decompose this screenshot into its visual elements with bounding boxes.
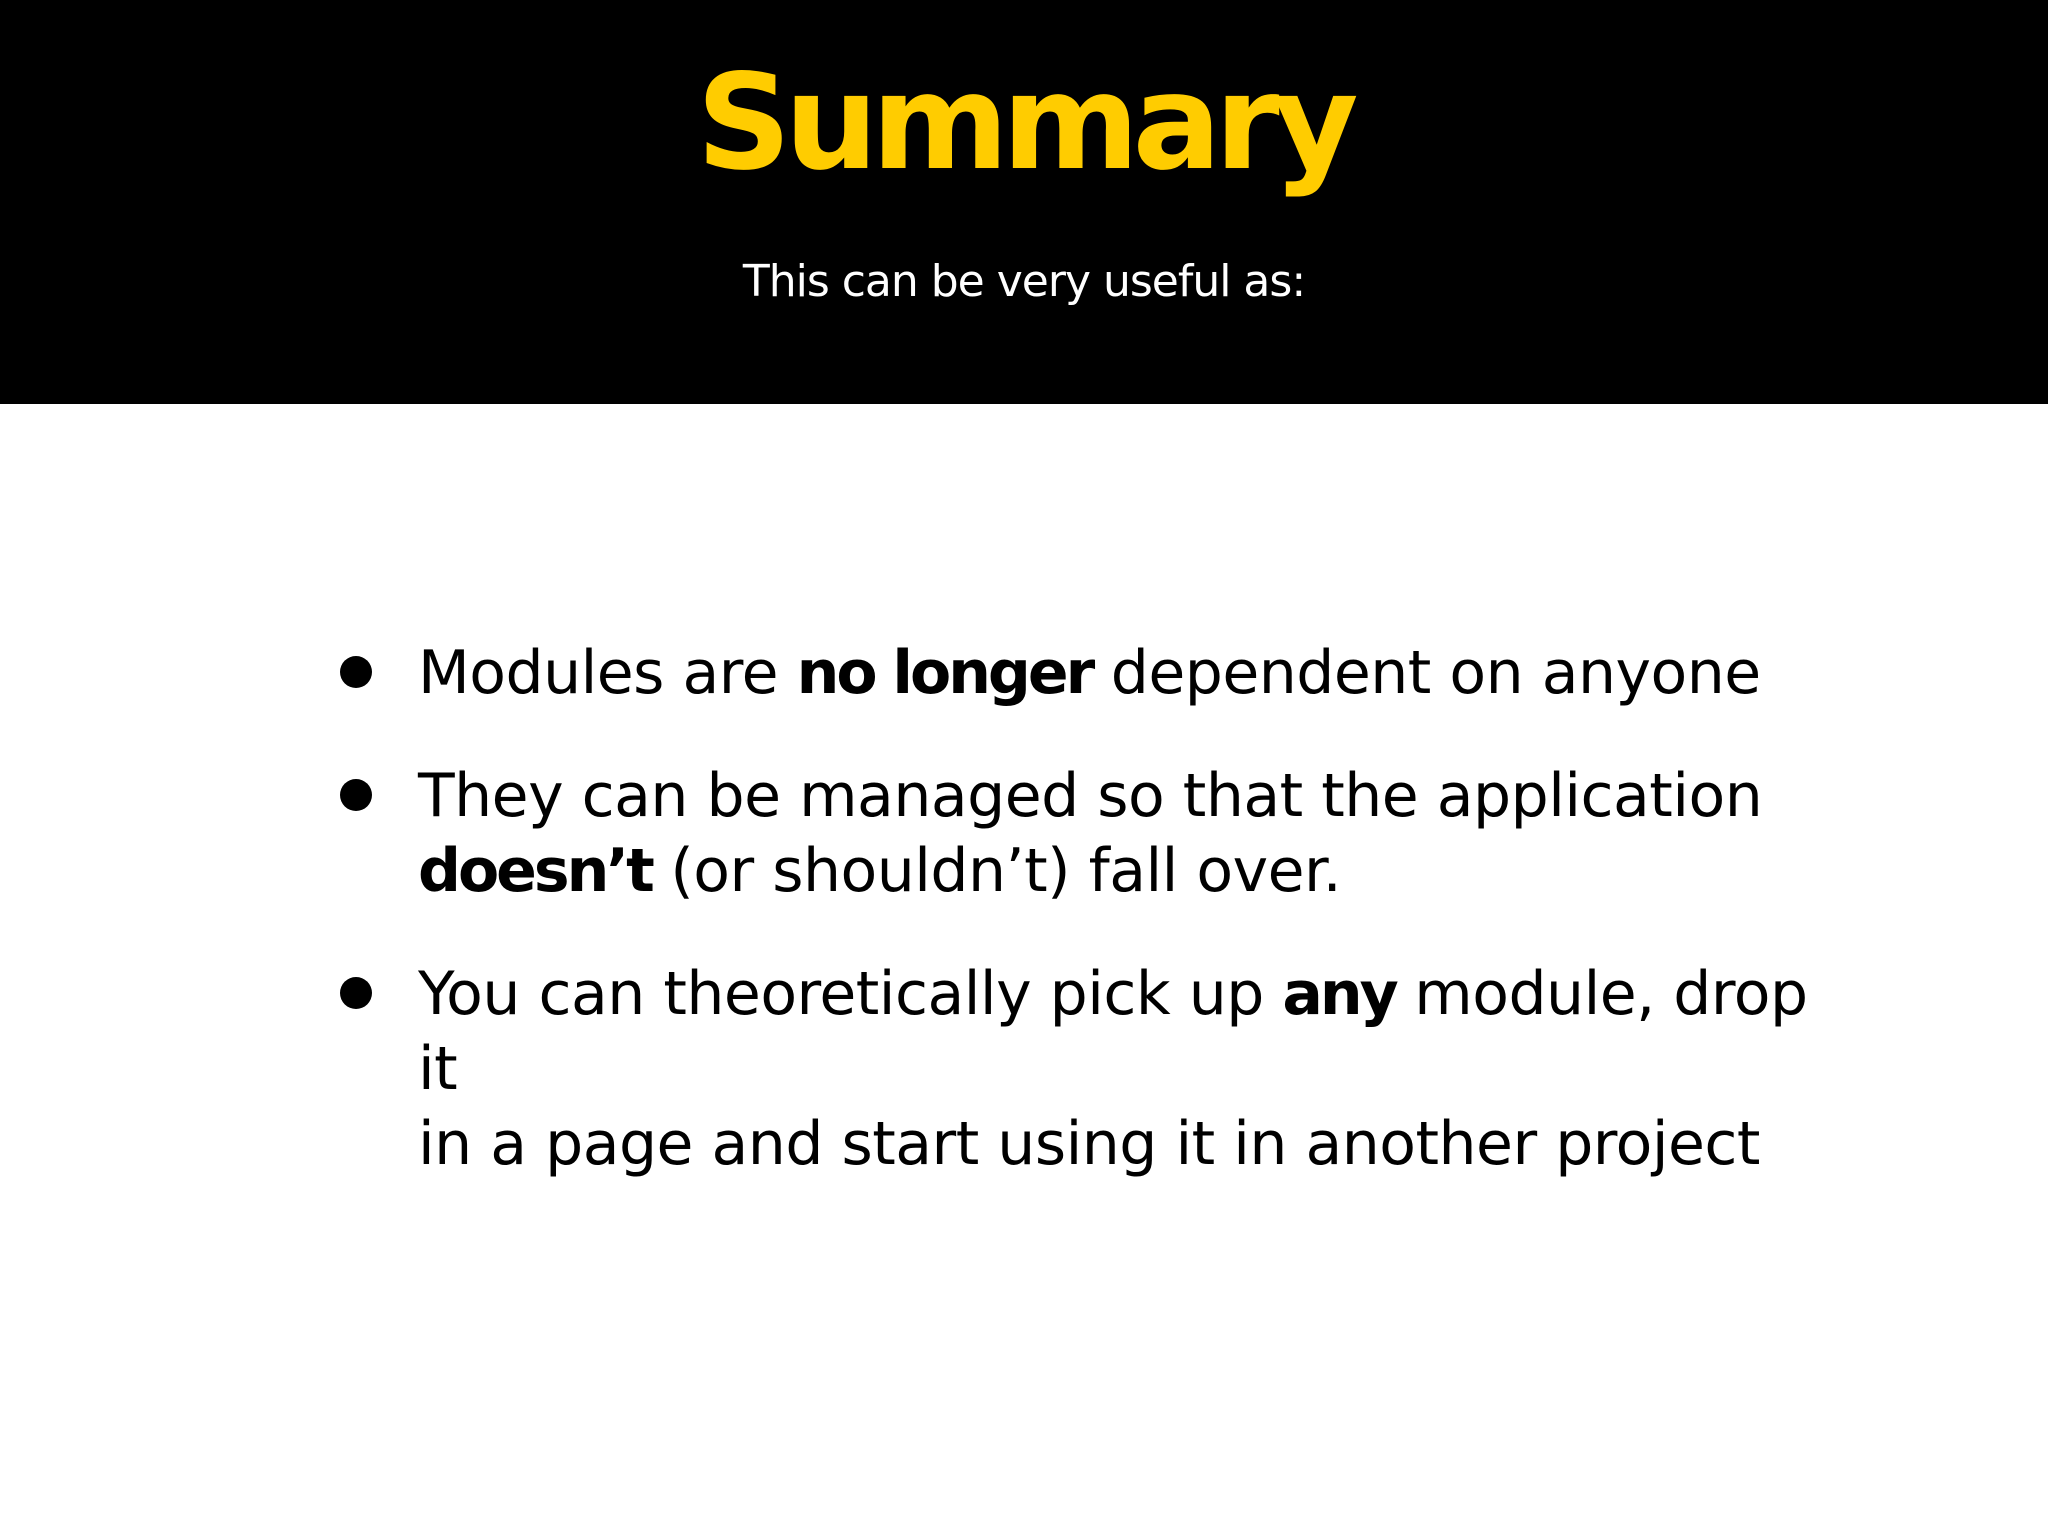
bullet-text: (or shouldn’t) fall over. bbox=[651, 836, 1342, 906]
slide-title: Summary bbox=[696, 46, 1352, 200]
bullet-dot-icon bbox=[340, 779, 372, 811]
bullet-text: They can be managed so that the application bbox=[418, 761, 1763, 831]
bullet-text: module, drop it bbox=[418, 959, 1808, 1104]
bullet-list bbox=[340, 636, 1840, 1182]
slide-subtitle: This can be very useful as: bbox=[742, 256, 1306, 307]
bullet-text: You can theoretically pick up bbox=[418, 959, 1283, 1029]
bullet-emphasis: any bbox=[1282, 959, 1396, 1029]
bullet-dot-icon bbox=[340, 977, 372, 1009]
bullet-text: in a page and start using it in another project bbox=[418, 1109, 1760, 1179]
bullet-dot-icon bbox=[340, 656, 372, 688]
bullet-item bbox=[340, 636, 1840, 711]
bullet-emphasis: doesn’t bbox=[418, 836, 652, 906]
bullet-item bbox=[340, 759, 1840, 909]
bullet-item bbox=[340, 957, 1840, 1182]
bullet-text: Modules are bbox=[418, 638, 797, 708]
header-band bbox=[0, 0, 2048, 404]
bullet-emphasis: no longer bbox=[796, 638, 1093, 708]
bullet-text: dependent on anyone bbox=[1092, 638, 1761, 708]
